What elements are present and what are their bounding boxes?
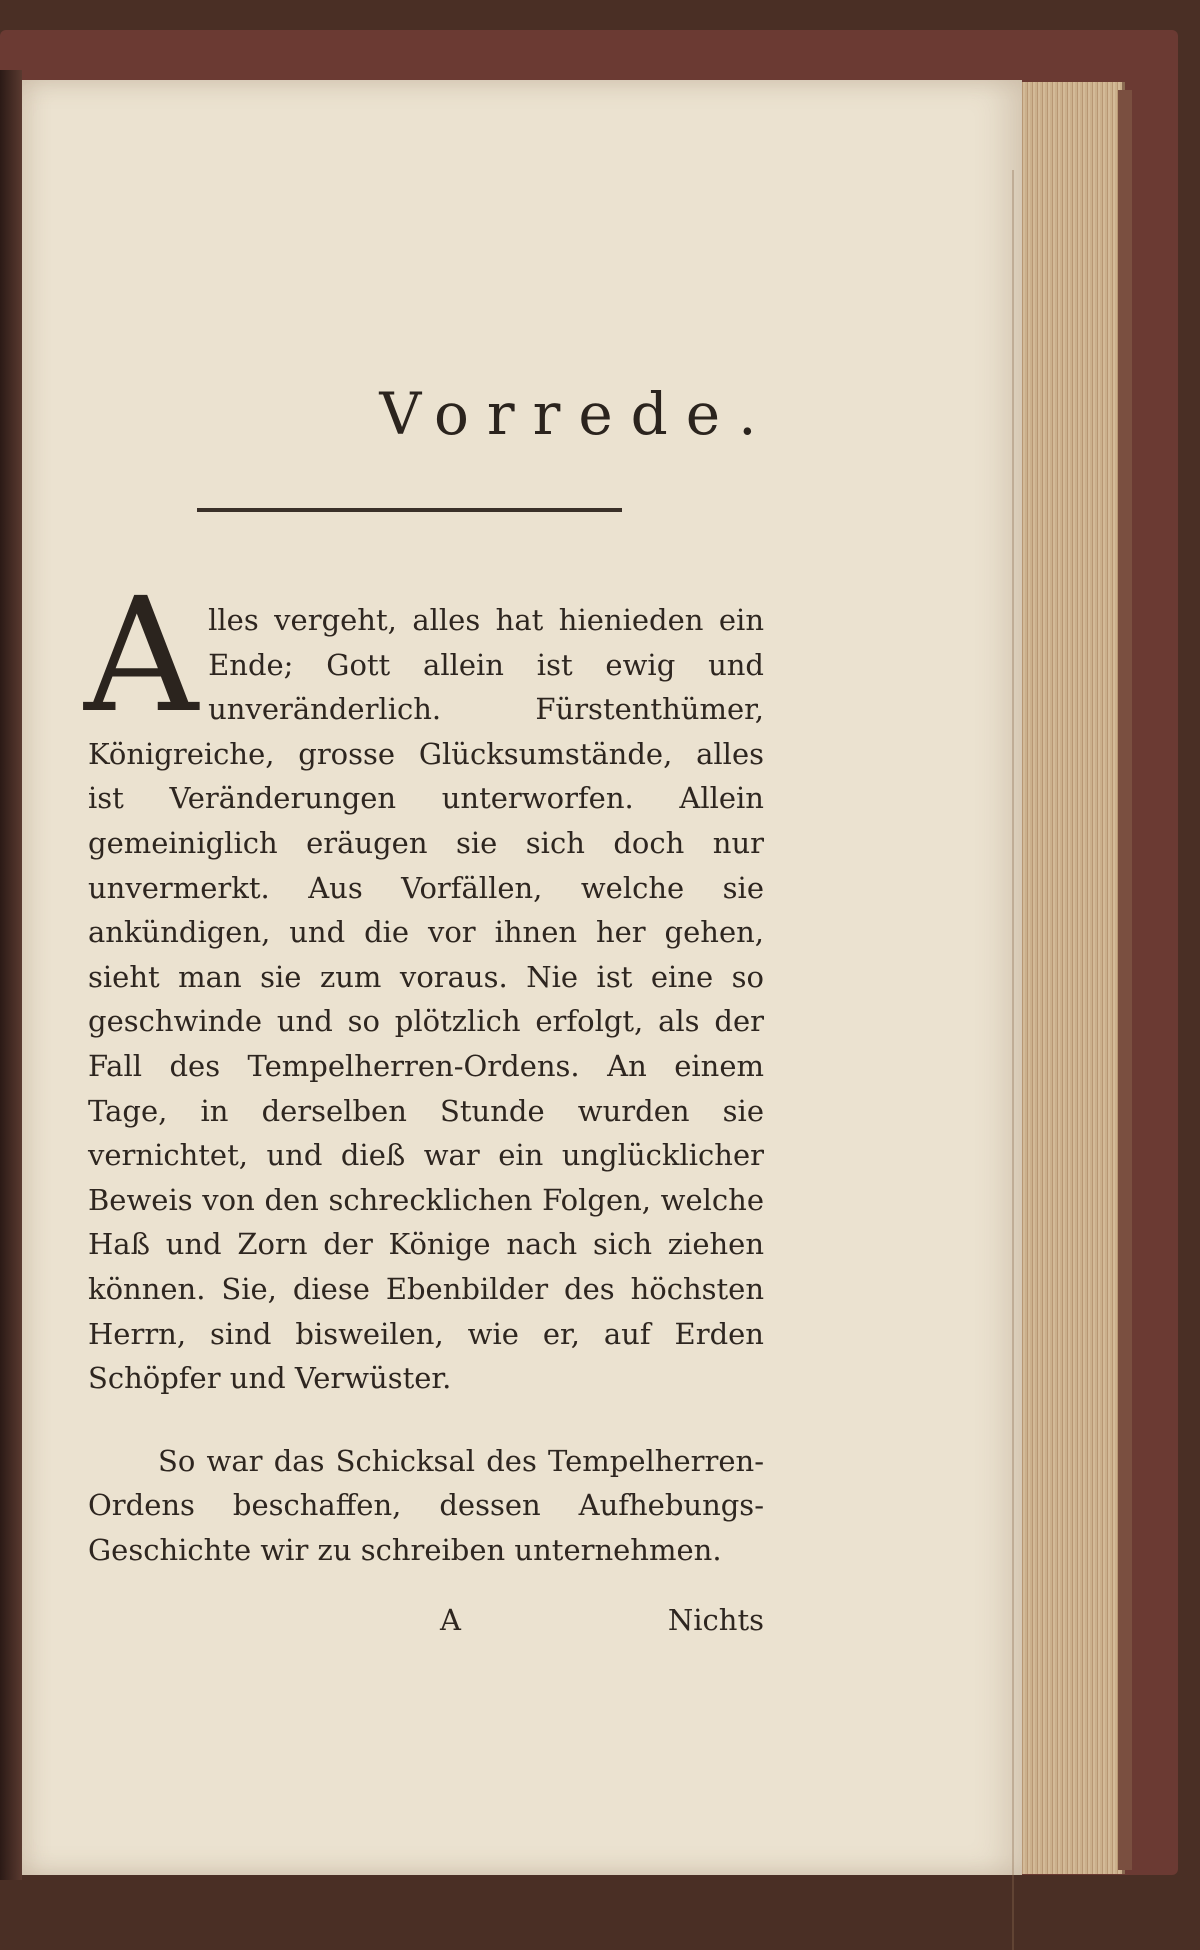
paragraph-2: So war das Schicksal des Tempelherren-Ordens beschaffen, dessen Aufhebungs-Geschichte wir zu schreiben unternehmen. — [88, 1443, 764, 1567]
book-page — [22, 80, 1022, 1875]
page-footer — [88, 1603, 764, 1649]
chapter-header — [22, 380, 1022, 448]
body-text — [84, 564, 764, 1572]
paragraph-1 — [84, 564, 764, 1401]
book-spine — [0, 70, 22, 1880]
drop-cap: A — [84, 564, 199, 748]
cover-edge — [1118, 90, 1132, 1870]
page-edges — [1010, 82, 1125, 1874]
paragraph-1-text: lles vergeht, alles hat hienieden ein Ende; Gott allein ist ewig und unveränderlich. Fürstenthümer, Königreiche, grosse Glücksumstände, alles ist Veränderungen unterworfen. Allein gemeiniglich eräugen sie sich doch nur unvermerkt. Aus Vorfällen, welche sie ankündigen, und die vor ihnen her gehen, sieht man sie zum voraus. Nie ist eine so geschwinde und so plötzlich erfolgt, als der Fall des Tempelherren-Ordens. An einem Tage, in derselben Stunde wurden sie vernichtet, und dieß war ein unglücklicher Beweis von den schrecklichen Folgen, welche Haß und Zorn der Könige nach sich ziehen können. Sie, diese Ebenbilder des höchsten Herrn, sind bisweilen, wie er, auf Erden Schöpfer und Verwüster. — [88, 603, 764, 1396]
chapter-title: Vorrede. — [379, 380, 775, 448]
signature-mark: A — [440, 1603, 461, 1637]
title-rule — [197, 508, 622, 512]
catchword: Nichts — [667, 1603, 764, 1637]
